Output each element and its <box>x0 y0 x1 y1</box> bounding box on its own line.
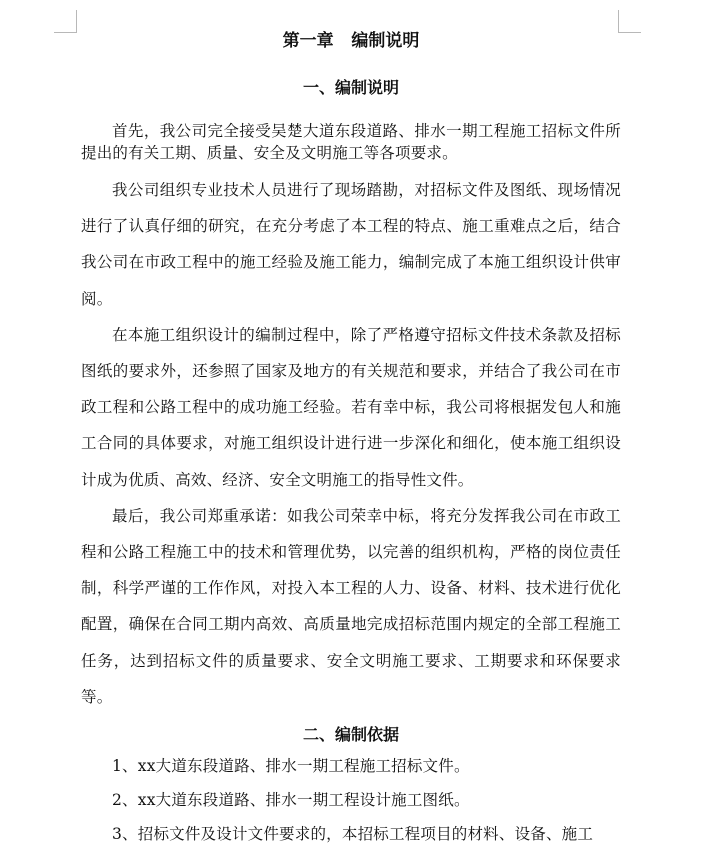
list-item-basis-3: 3、招标文件及设计文件要求的，本招标工程项目的材料、设备、施工 <box>112 825 594 844</box>
chapter-title: 第一章 编制说明 <box>282 31 420 51</box>
crop-mark-top-left <box>54 10 77 33</box>
section-heading-compilation-basis: 二、编制依据 <box>302 725 399 745</box>
paragraph-commitment: 最后，我公司郑重承诺：如我公司荣幸中标，将充分发挥我公司在市政工程和公路工程施工中的技术和管理优势，以完善的组织机构，严格的岗位责任制，科学严谨的工作作风，对投入本工程的人力、设备、材料、技术进行优化配置，确保在合同工期内高效、高质量地完成招标范围内规定的全部工程施工任务，达到招标文件的质量要求、安全文明施工要求、工期要求和环保要求等。 <box>81 506 621 706</box>
list-item-basis-1: 1、xx大道东段道路、排水一期工程施工招标文件。 <box>112 757 470 776</box>
paragraph-compilation-process: 在本施工组织设计的编制过程中，除了严格遵守招标文件技术条款及招标图纸的要求外，还参照了国家及地方的有关规范和要求，并结合了我公司在市政工程和公路工程中的成功施工经验。若有幸中标，我公司将根据发包人和施工合同的具体要求，对施工组织设计进行进一步深化和细化，使本施工组织设计成为优质、高效、经济、安全文明施工的指导性文件。 <box>81 325 621 489</box>
document-body[interactable] <box>81 24 621 851</box>
paragraph-intro: 首先，我公司完全接受吴楚大道东段道路、排水一期工程施工招标文件所提出的有关工期、质量、安全及文明施工等各项要求。 <box>81 122 621 162</box>
paragraph-site-survey: 我公司组织专业技术人员进行了现场踏勘，对招标文件及图纸、现场情况进行了认真仔细的研究，在充分考虑了本工程的特点、施工重难点之后，结合我公司在市政工程中的施工经验及施工能力，编制完成了本施工组织设计供审阅。 <box>81 181 621 308</box>
list-item-basis-2: 2、xx大道东段道路、排水一期工程设计施工图纸。 <box>112 791 470 810</box>
section-heading-compilation-notes: 一、编制说明 <box>302 78 399 97</box>
crop-mark-top-right <box>618 10 641 33</box>
